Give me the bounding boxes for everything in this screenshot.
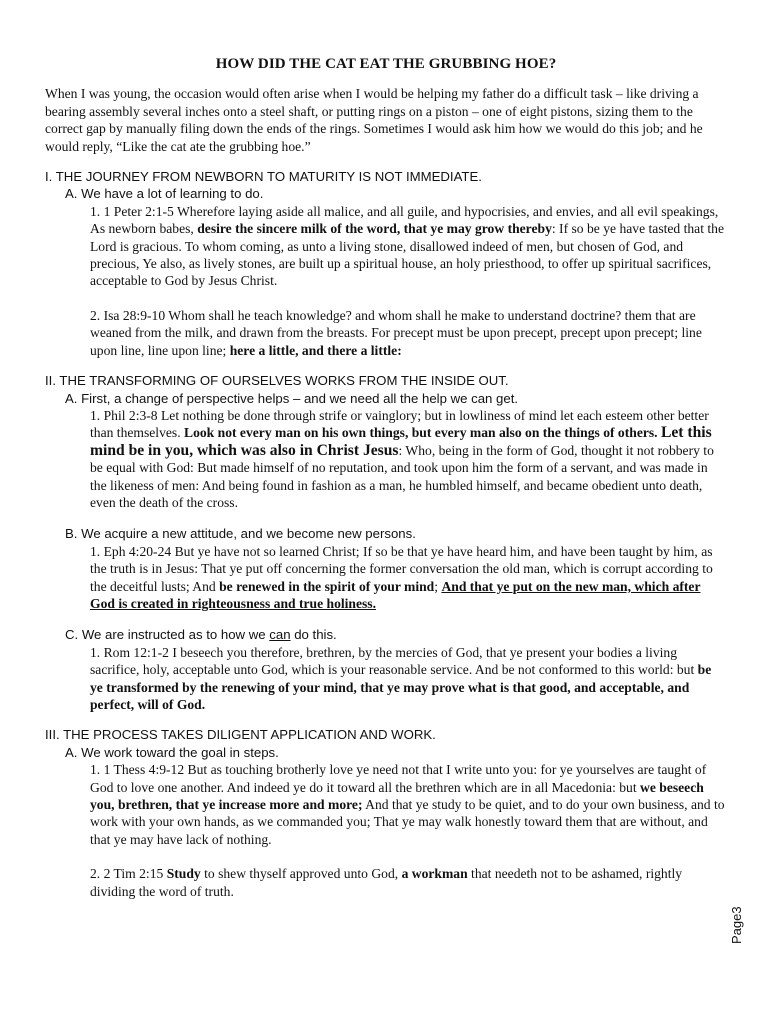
scripture-item: 1. 1 Peter 2:1-5 Wherefore laying aside all malice, and all guile, and hypocrisies, and envies, and all evil speakings, As newborn babes, desire the sincere milk of the word, that ye may grow thereby: If so be ye have tasted that the Lord is gracious. To whom coming, as unto a living stone, disallowed indeed of men, but chosen of God, and precious, Ye also, as lively stones, are built up a spiritual house, an holy priesthood, to offer up spiritual sacrifices, acceptable to God by Jesus Christ. bbox=[90, 203, 725, 289]
subsection-1a bbox=[45, 185, 727, 359]
page-number: Page3 bbox=[729, 906, 744, 944]
emphasis-text: be renewed in the spirit of your mind bbox=[219, 578, 435, 594]
subsection-3a bbox=[45, 744, 727, 900]
section-2 bbox=[45, 372, 727, 713]
subsection-2a bbox=[45, 390, 727, 512]
subsection-heading: C. We are instructed as to how we can do this. bbox=[65, 627, 337, 643]
subsection-2b bbox=[45, 525, 727, 612]
section-3 bbox=[45, 726, 727, 900]
emphasis-text: a workman bbox=[401, 866, 468, 882]
subsection-heading: B. We acquire a new attitude, and we become new persons. bbox=[65, 526, 416, 542]
section-heading: I. THE JOURNEY FROM NEWBORN TO MATURITY IS NOT IMMEDIATE. bbox=[45, 169, 482, 185]
scripture-item: 1. Rom 12:1-2 I beseech you therefore, brethren, by the mercies of God, that ye present your bodies a living sacrifice, holy, acceptable unto God, which is your reasonable service. And be not conformed to this world: but be ye transformed by the renewing of your mind, that ye may prove what is that good, and acceptable, and perfect, will of God. bbox=[90, 644, 712, 712]
section-heading: III. THE PROCESS TAKES DILIGENT APPLICATION AND WORK. bbox=[45, 727, 436, 743]
emphasis-text: Study bbox=[166, 866, 201, 882]
underlined-word: can bbox=[269, 627, 291, 643]
subsection-heading: A. We have a lot of learning to do. bbox=[65, 186, 264, 202]
document-title: HOW DID THE CAT EAT THE GRUBBING HOE? bbox=[215, 56, 557, 72]
section-1 bbox=[45, 168, 727, 359]
section-heading: II. THE TRANSFORMING OF OURSELVES WORKS FROM THE INSIDE OUT. bbox=[45, 373, 509, 389]
emphasis-text: be ye transformed by the renewing of your mind, that ye may prove what is that good, and acceptable, and perfect, will of God. bbox=[90, 662, 712, 712]
intro-paragraph: When I was young, the occasion would often arise when I would be helping my father do a difficult task – like driving a bearing assembly several inches onto a steel shaft, or putting rings on a piston – one of eight pistons, sizing them to the correct gap by manually filing down the ends of the rings. Sometimes I would ask him how we would do this job; and he would reply, “Like the cat ate the grubbing hoe.” bbox=[45, 86, 703, 154]
emphasis-text: here a little, and there a little: bbox=[229, 342, 402, 358]
emphasis-text: Look not every man on his own things, but every man also on the things of others. bbox=[184, 425, 658, 441]
scripture-item: 1. Phil 2:3-8 Let nothing be done through strife or vainglory; but in lowliness of mind let each esteem other better than themselves. Look not every man on his own things, but every man also on the things of others. Let this mind be in you, which was also in Christ Jesus: Who, being in the form of God, thought it not robbery to be equal with God: But made himself of no reputation, and took upon him the form of a servant, and was made in the likeness of men: And being found in fashion as a man, he humbled himself, and became obedient unto death, even the death of the cross. bbox=[90, 407, 714, 510]
scripture-item: 1. Eph 4:20-24 But ye have not so learned Christ; If so be that ye have heard him, and have been taught by him, as the truth is in Jesus: That ye put off concerning the former conversation the old man, which is corrupt according to the deceitful lusts; And be renewed in the spirit of your mind; And that ye put on the new man, which after God is created in righteousness and true holiness. bbox=[90, 543, 713, 611]
scripture-item: 2. Isa 28:9-10 Whom shall he teach knowledge? and whom shall he make to understand doctrine? them that are weaned from the milk, and drawn from the breasts. For precept must be upon precept, precept upon precept; line upon line, line upon line; here a little, and there a little: bbox=[90, 307, 702, 358]
emphasis-large-text: Let this mind be in you, which was also in Christ Jesus bbox=[90, 424, 712, 459]
document-page bbox=[45, 56, 727, 913]
emphasis-text: we beseech you, brethren, that ye increase more and more; bbox=[90, 779, 704, 813]
emphasis-text: desire the sincere milk of the word, that ye may grow thereby bbox=[197, 221, 552, 237]
subsection-heading: A. We work toward the goal in steps. bbox=[65, 744, 279, 760]
subsection-2c bbox=[45, 626, 727, 713]
scripture-item: 1. 1 Thess 4:9-12 But as touching brotherly love ye need not that I write unto you: for ye yourselves are taught of God to love one another. And indeed ye do it toward all the brethren which are in all Macedonia: but we beseech you, brethren, that ye increase more and more; And that ye study to be quiet, and to do your own business, and to work with your own hands, as we commanded you; That ye may walk honestly toward them that are without, and that ye may have lack of nothing. bbox=[90, 762, 725, 847]
emphasis-underlined-text: And that ye put on the new man, which after God is created in righteousness and true holiness. bbox=[90, 578, 701, 611]
subsection-heading: A. First, a change of perspective helps – and we need all the help we can get. bbox=[65, 390, 519, 406]
scripture-item: 2. 2 Tim 2:15 Study to shew thyself approved unto God, a workman that needeth not to be ashamed, rightly dividing the word of truth. bbox=[90, 866, 683, 899]
